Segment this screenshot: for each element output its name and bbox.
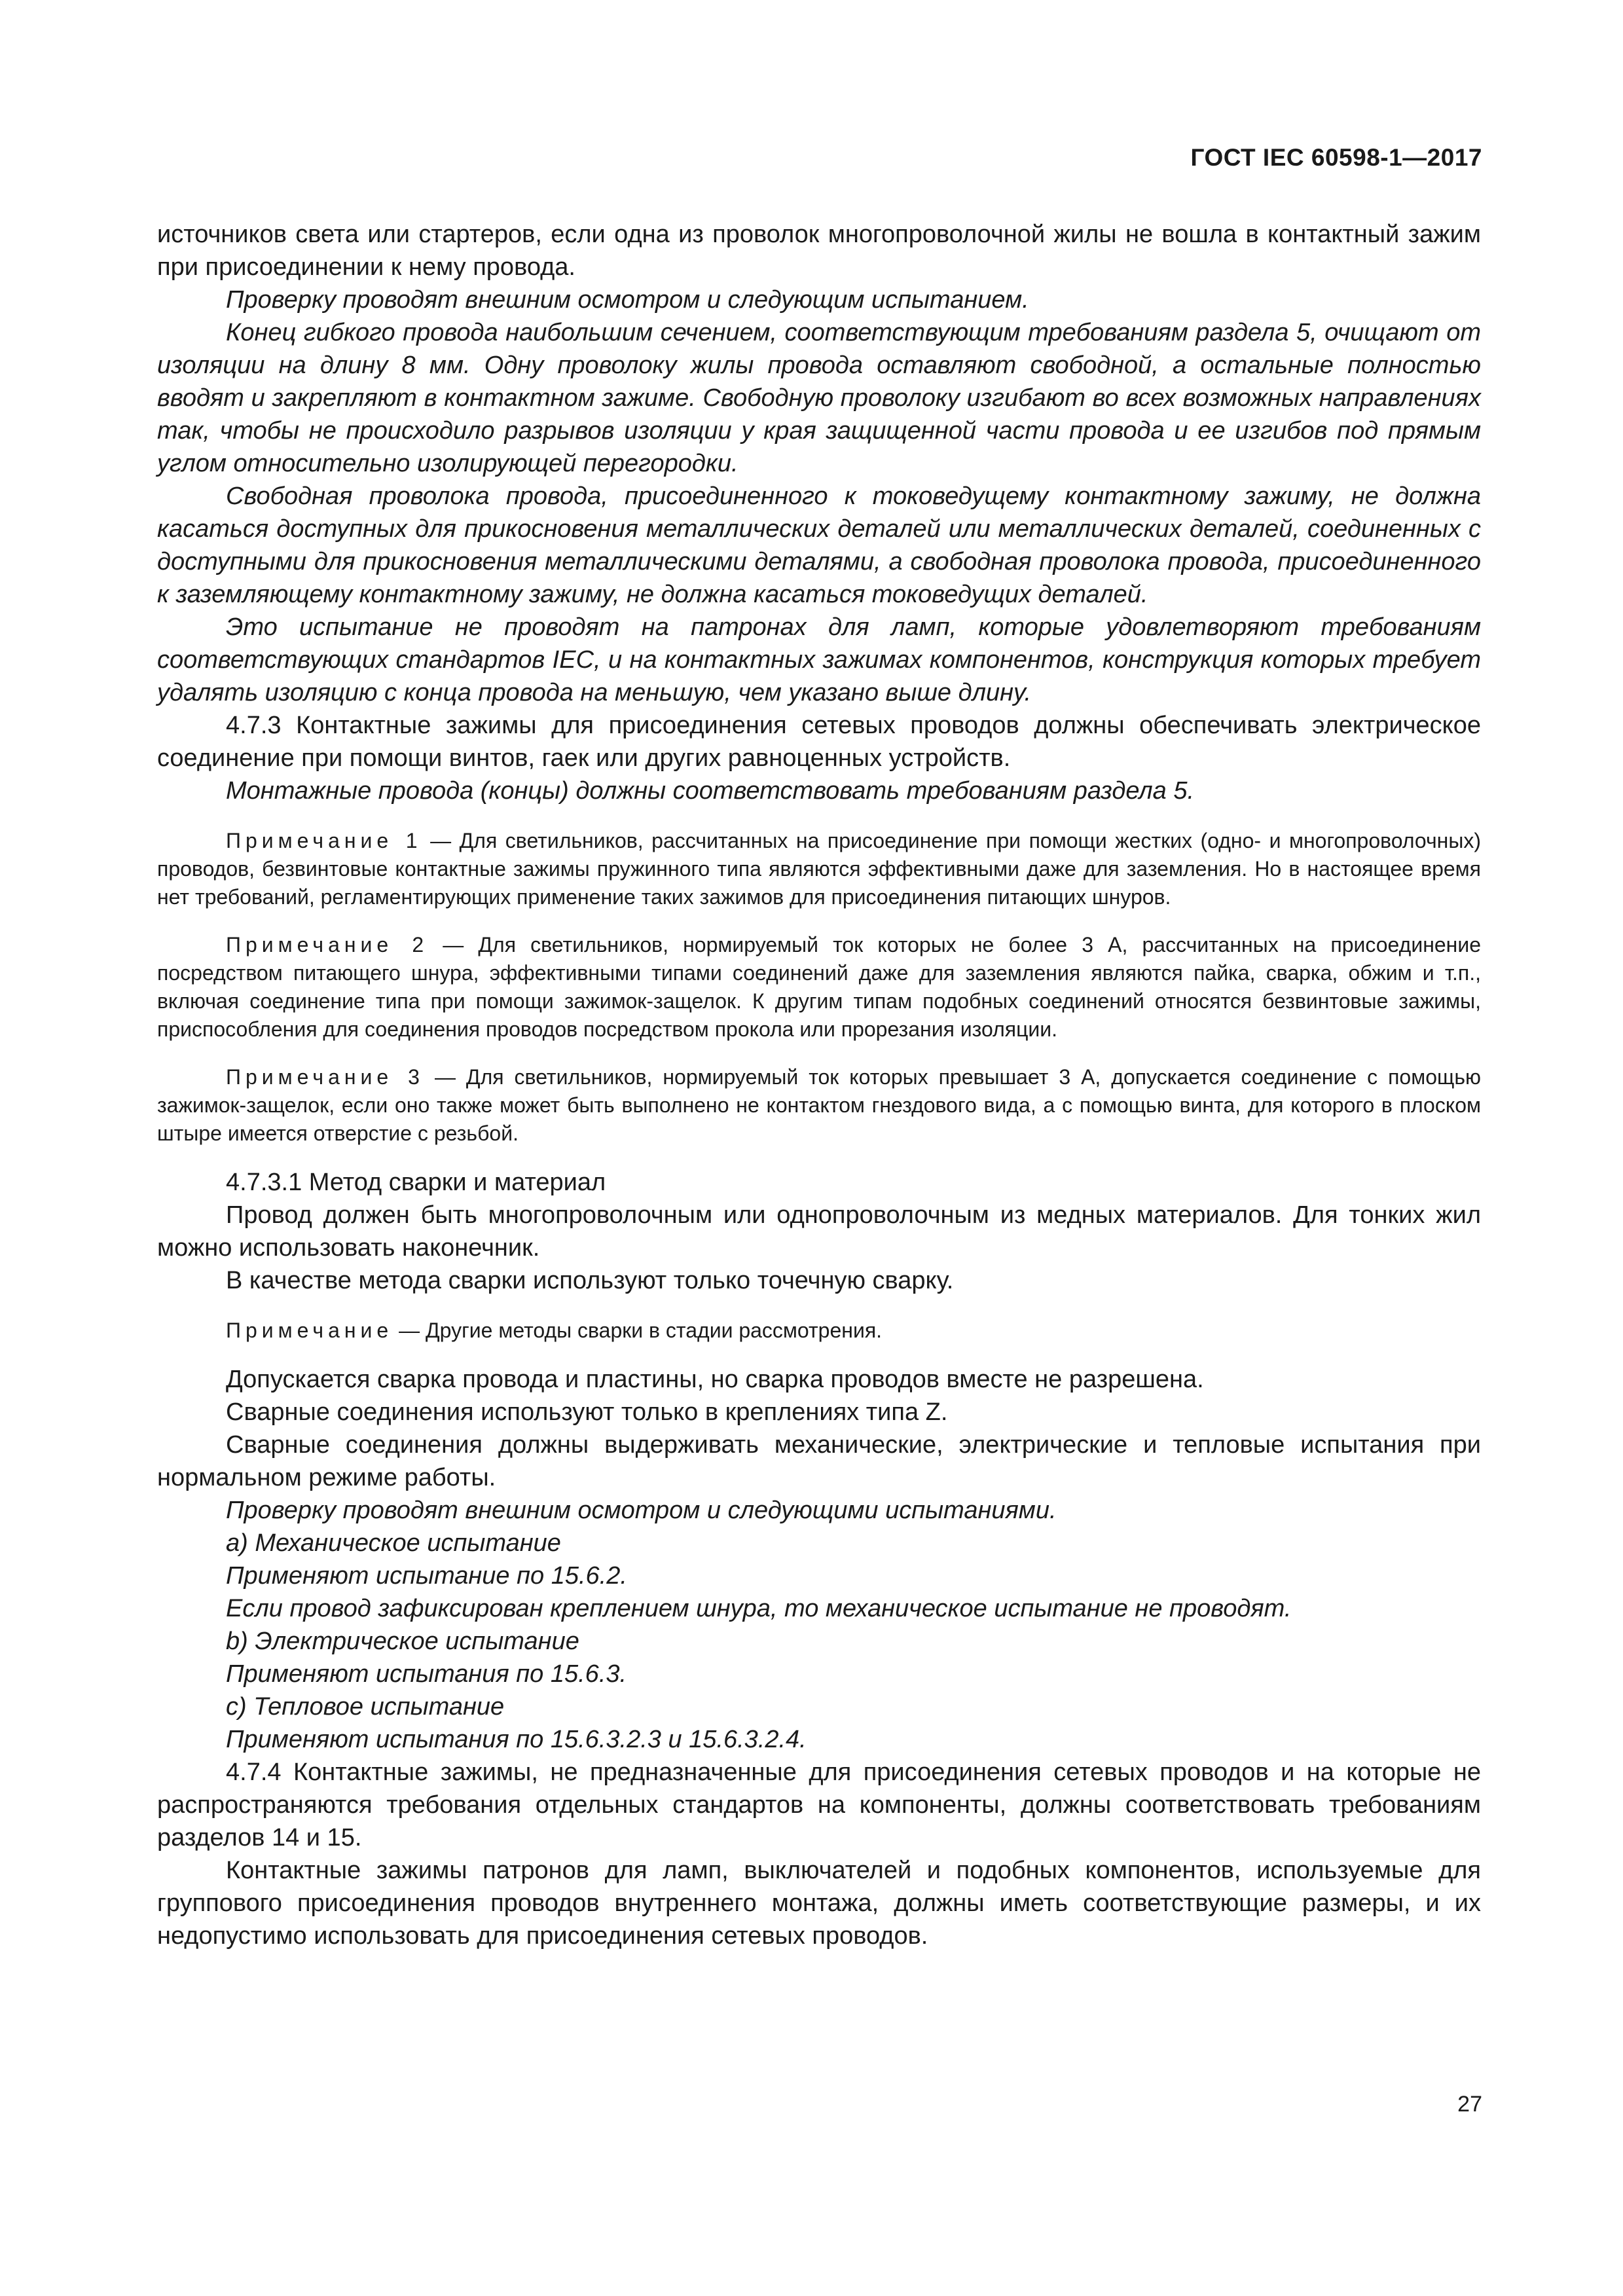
section-paragraph: 4.7.3 Контактные зажимы для присоединения сетевых проводов должны обеспечивать электрическое соединение при помощи винтов, гаек или других равноценных устройств.: [157, 712, 1481, 772]
note-2: [157, 931, 1481, 1044]
document-body: [157, 218, 1481, 1952]
body-paragraph: Конец гибкого провода наибольшим сечением, соответствующим требованиям раздела 5, очищают от изоляции на длину 8 мм. Одну проволоку жилы провода оставляют свободной, а остальные полностью вводят и закрепляют в контактном зажиме. Свободную проволоку изгибают во всех возможных направлениях так, чтобы не происходило разрывов изоляции у края защищенной части провода и ее изгибов под прямым углом относительно изолирующей перегородки.: [157, 319, 1481, 477]
body-paragraph: Провод должен быть многопроволочным или однопроволочным из медных материалов. Для тонких жил можно использовать наконечник.: [157, 1201, 1481, 1262]
body-paragraph: Проверку проводят внешним осмотром и следующими испытаниями.: [226, 1497, 1057, 1524]
document-header: ГОСТ IEC 60598-1—2017: [1190, 144, 1482, 171]
body-paragraph: Применяют испытания по 15.6.3.2.3 и 15.6.3.2.4.: [226, 1726, 807, 1753]
note-text: — Для светильников, нормируемый ток которых превышает 3 А, допускается соединение с помощью зажимок-защелок, если оно также может быть выполнено не контактом гнездового вида, а с помощью винта, для которого в плоском штыре имеется отверстие с резьбой.: [157, 1065, 1482, 1145]
body-paragraph: Свободная проволока провода, присоединенного к токоведущему контактному зажиму, не должна касаться доступных для прикосновения металлических деталей или металлических деталей, соединенных с доступными для прикосновения металлическими деталями, а свободная проволока провода, присоединенного к заземляющему контактному зажиму, не должна касаться токоведущих деталей.: [157, 483, 1481, 608]
body-paragraph: В качестве метода сварки используют только точечную сварку.: [226, 1267, 954, 1294]
test-item: a) Механическое испытание: [226, 1529, 561, 1557]
body-paragraph: Монтажные провода (концы) должны соответствовать требованиям раздела 5.: [226, 777, 1195, 805]
body-paragraph: источников света или стартеров, если одна из проволок многопроволочной жилы не вошла в контактный зажим при присоединении к нему провода.: [157, 221, 1481, 281]
body-paragraph: Это испытание не проводят на патронах для ламп, которые удовлетворяют требованиям соответствующих стандартов IEC, и на контактных зажимах компонентов, конструкция которых требует удалять изоляцию с конца провода на меньшую, чем указано выше длину.: [157, 613, 1481, 706]
section-paragraph: 4.7.4 Контактные зажимы, не предназначенные для присоединения сетевых проводов и на которые не распространяются требования отдельных стандартов на компоненты, должны соответствовать требованиям разделов 14 и 15.: [157, 1758, 1481, 1851]
body-paragraph: Проверку проводят внешним осмотром и следующим испытанием.: [226, 286, 1029, 314]
note-label: Примечание 3: [226, 1065, 424, 1089]
body-paragraph: Сварные соединения должны выдерживать механические, электрические и тепловые испытания при нормальном режиме работы.: [157, 1431, 1481, 1491]
note-text: — Другие методы сварки в стадии рассмотрения.: [393, 1319, 883, 1342]
body-paragraph: Применяют испытания по 15.6.3.: [226, 1660, 627, 1688]
body-paragraph: Сварные соединения используют только в креплениях типа Z.: [226, 1398, 948, 1426]
body-paragraph: Допускается сварка провода и пластины, но сварка проводов вместе не разрешена.: [226, 1366, 1204, 1393]
test-item: b) Электрическое испытание: [226, 1628, 579, 1655]
test-item: c) Тепловое испытание: [226, 1693, 505, 1721]
note-1: [157, 827, 1481, 911]
note-text: — Для светильников, рассчитанных на присоединение при помощи жестких (одно- и многопроволочных) проводов, безвинтовые контактные зажимы пружинного типа являются эффективными даже для заземления. Но в настоящее время нет требований, регламентирующих применение таких зажимов для присоединения питающих шнуров.: [157, 829, 1482, 909]
body-paragraph: Применяют испытание по 15.6.2.: [226, 1562, 627, 1590]
note-4: [157, 1317, 1481, 1345]
note-label: Примечание 1: [226, 829, 422, 852]
note-label: Примечание 2: [226, 933, 429, 957]
note-text: — Для светильников, нормируемый ток которых не более 3 А, рассчитанных на присоединение посредством питающего шнура, эффективными типами соединений даже для заземления являются пайка, сварка, обжим и т.п., включая соединение типа при помощи зажимок-защелок. К другим типам подобных соединений относятся безвинтовые зажимы, приспособления для соединения проводов посредством прокола или прорезания изоляции.: [157, 933, 1482, 1041]
subsection-heading: 4.7.3.1 Метод сварки и материал: [226, 1169, 606, 1196]
note-label: Примечание: [226, 1319, 393, 1342]
note-3: [157, 1063, 1481, 1148]
body-paragraph: Если провод зафиксирован креплением шнура, то механическое испытание не проводят.: [226, 1595, 1292, 1622]
body-paragraph: Контактные зажимы патронов для ламп, выключателей и подобных компонентов, используемые для группового присоединения проводов внутреннего монтажа, должны иметь соответствующие размеры, и их недопустимо использовать для присоединения сетевых проводов.: [157, 1857, 1481, 1950]
page-number: 27: [1457, 2092, 1482, 2117]
